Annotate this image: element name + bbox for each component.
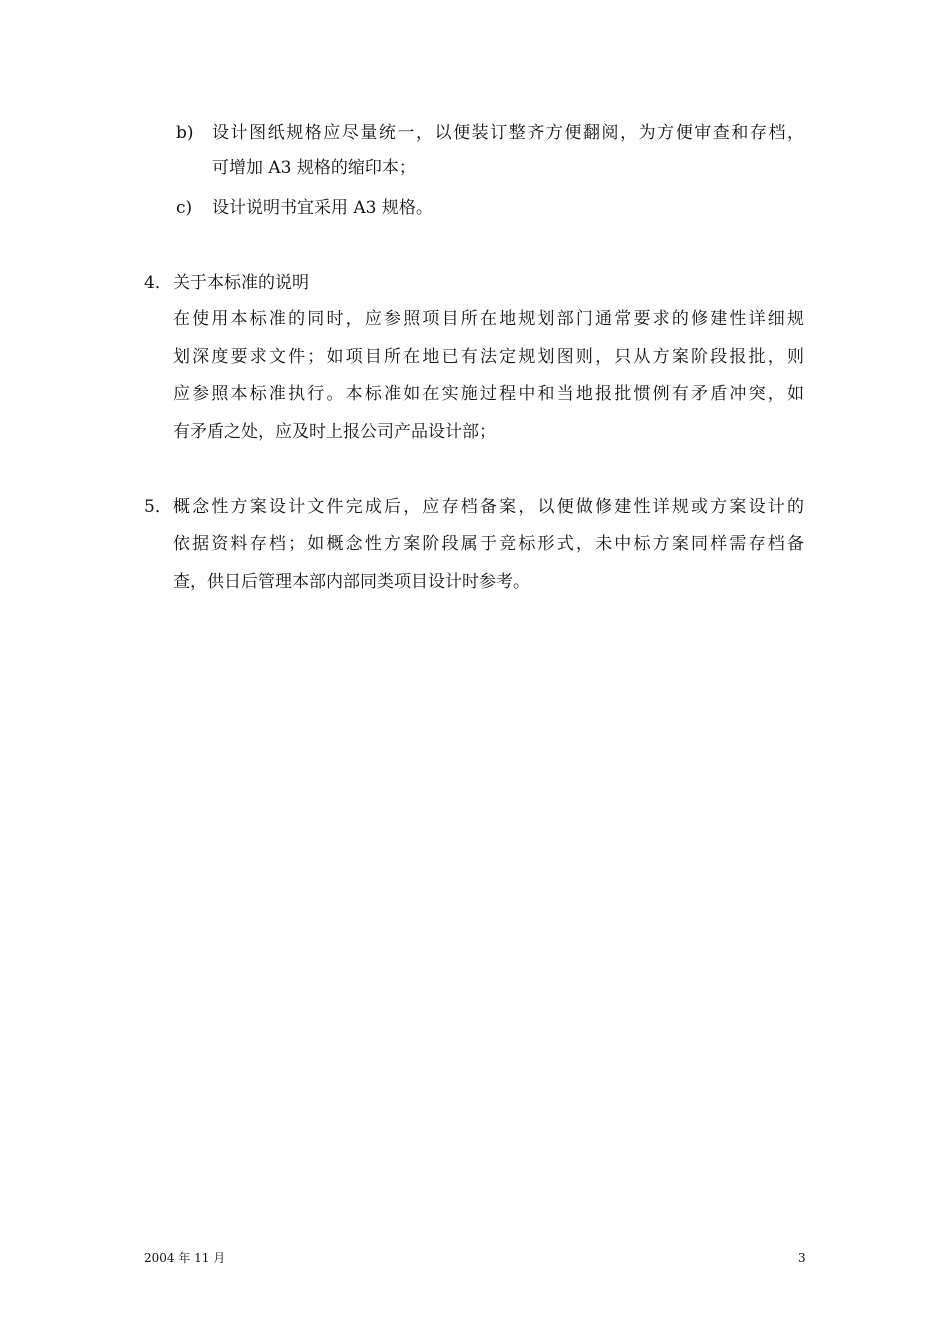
section-4-line-4: 有矛盾之处，应及时上报公司产品设计部； (173, 422, 496, 442)
section-5-line-1: 概念性方案设计文件完成后，应存档备案，以便做修建性详规或方案设计的 (173, 497, 804, 517)
section-5-number: 5． (144, 497, 172, 517)
section-5-line-3: 查，供日后管理本部内部同类项目设计时参考。 (173, 572, 530, 592)
section-4-number: 4． (144, 273, 172, 293)
footer-date: 2004 年 11 月 (144, 1251, 226, 1265)
list-c-line-1: 设计说明书宜采用 A3 规格。 (212, 198, 433, 218)
list-b-line-2: 可增加 A3 规格的缩印本； (212, 158, 416, 178)
section-5-line-2: 依据资料存档；如概念性方案阶段属于竞标形式，未中标方案同样需存档备 (173, 534, 804, 554)
list-marker-c: c) (176, 198, 193, 218)
list-marker-b: b) (176, 123, 194, 143)
section-4-line-2: 划深度要求文件；如项目所在地已有法定规划图则，只从方案阶段报批，则 (173, 347, 804, 367)
footer-page-number: 3 (798, 1251, 806, 1265)
section-4-line-1: 在使用本标准的同时，应参照项目所在地规划部门通常要求的修建性详细规 (173, 309, 804, 329)
section-4-line-3: 应参照本标准执行。本标准如在实施过程中和当地报批惯例有矛盾冲突，如 (173, 384, 804, 404)
section-4-heading: 关于本标准的说明 (173, 273, 309, 293)
list-b-line-1: 设计图纸规格应尽量统一，以便装订整齐方便翻阅，为方便审查和存档， (212, 123, 804, 143)
